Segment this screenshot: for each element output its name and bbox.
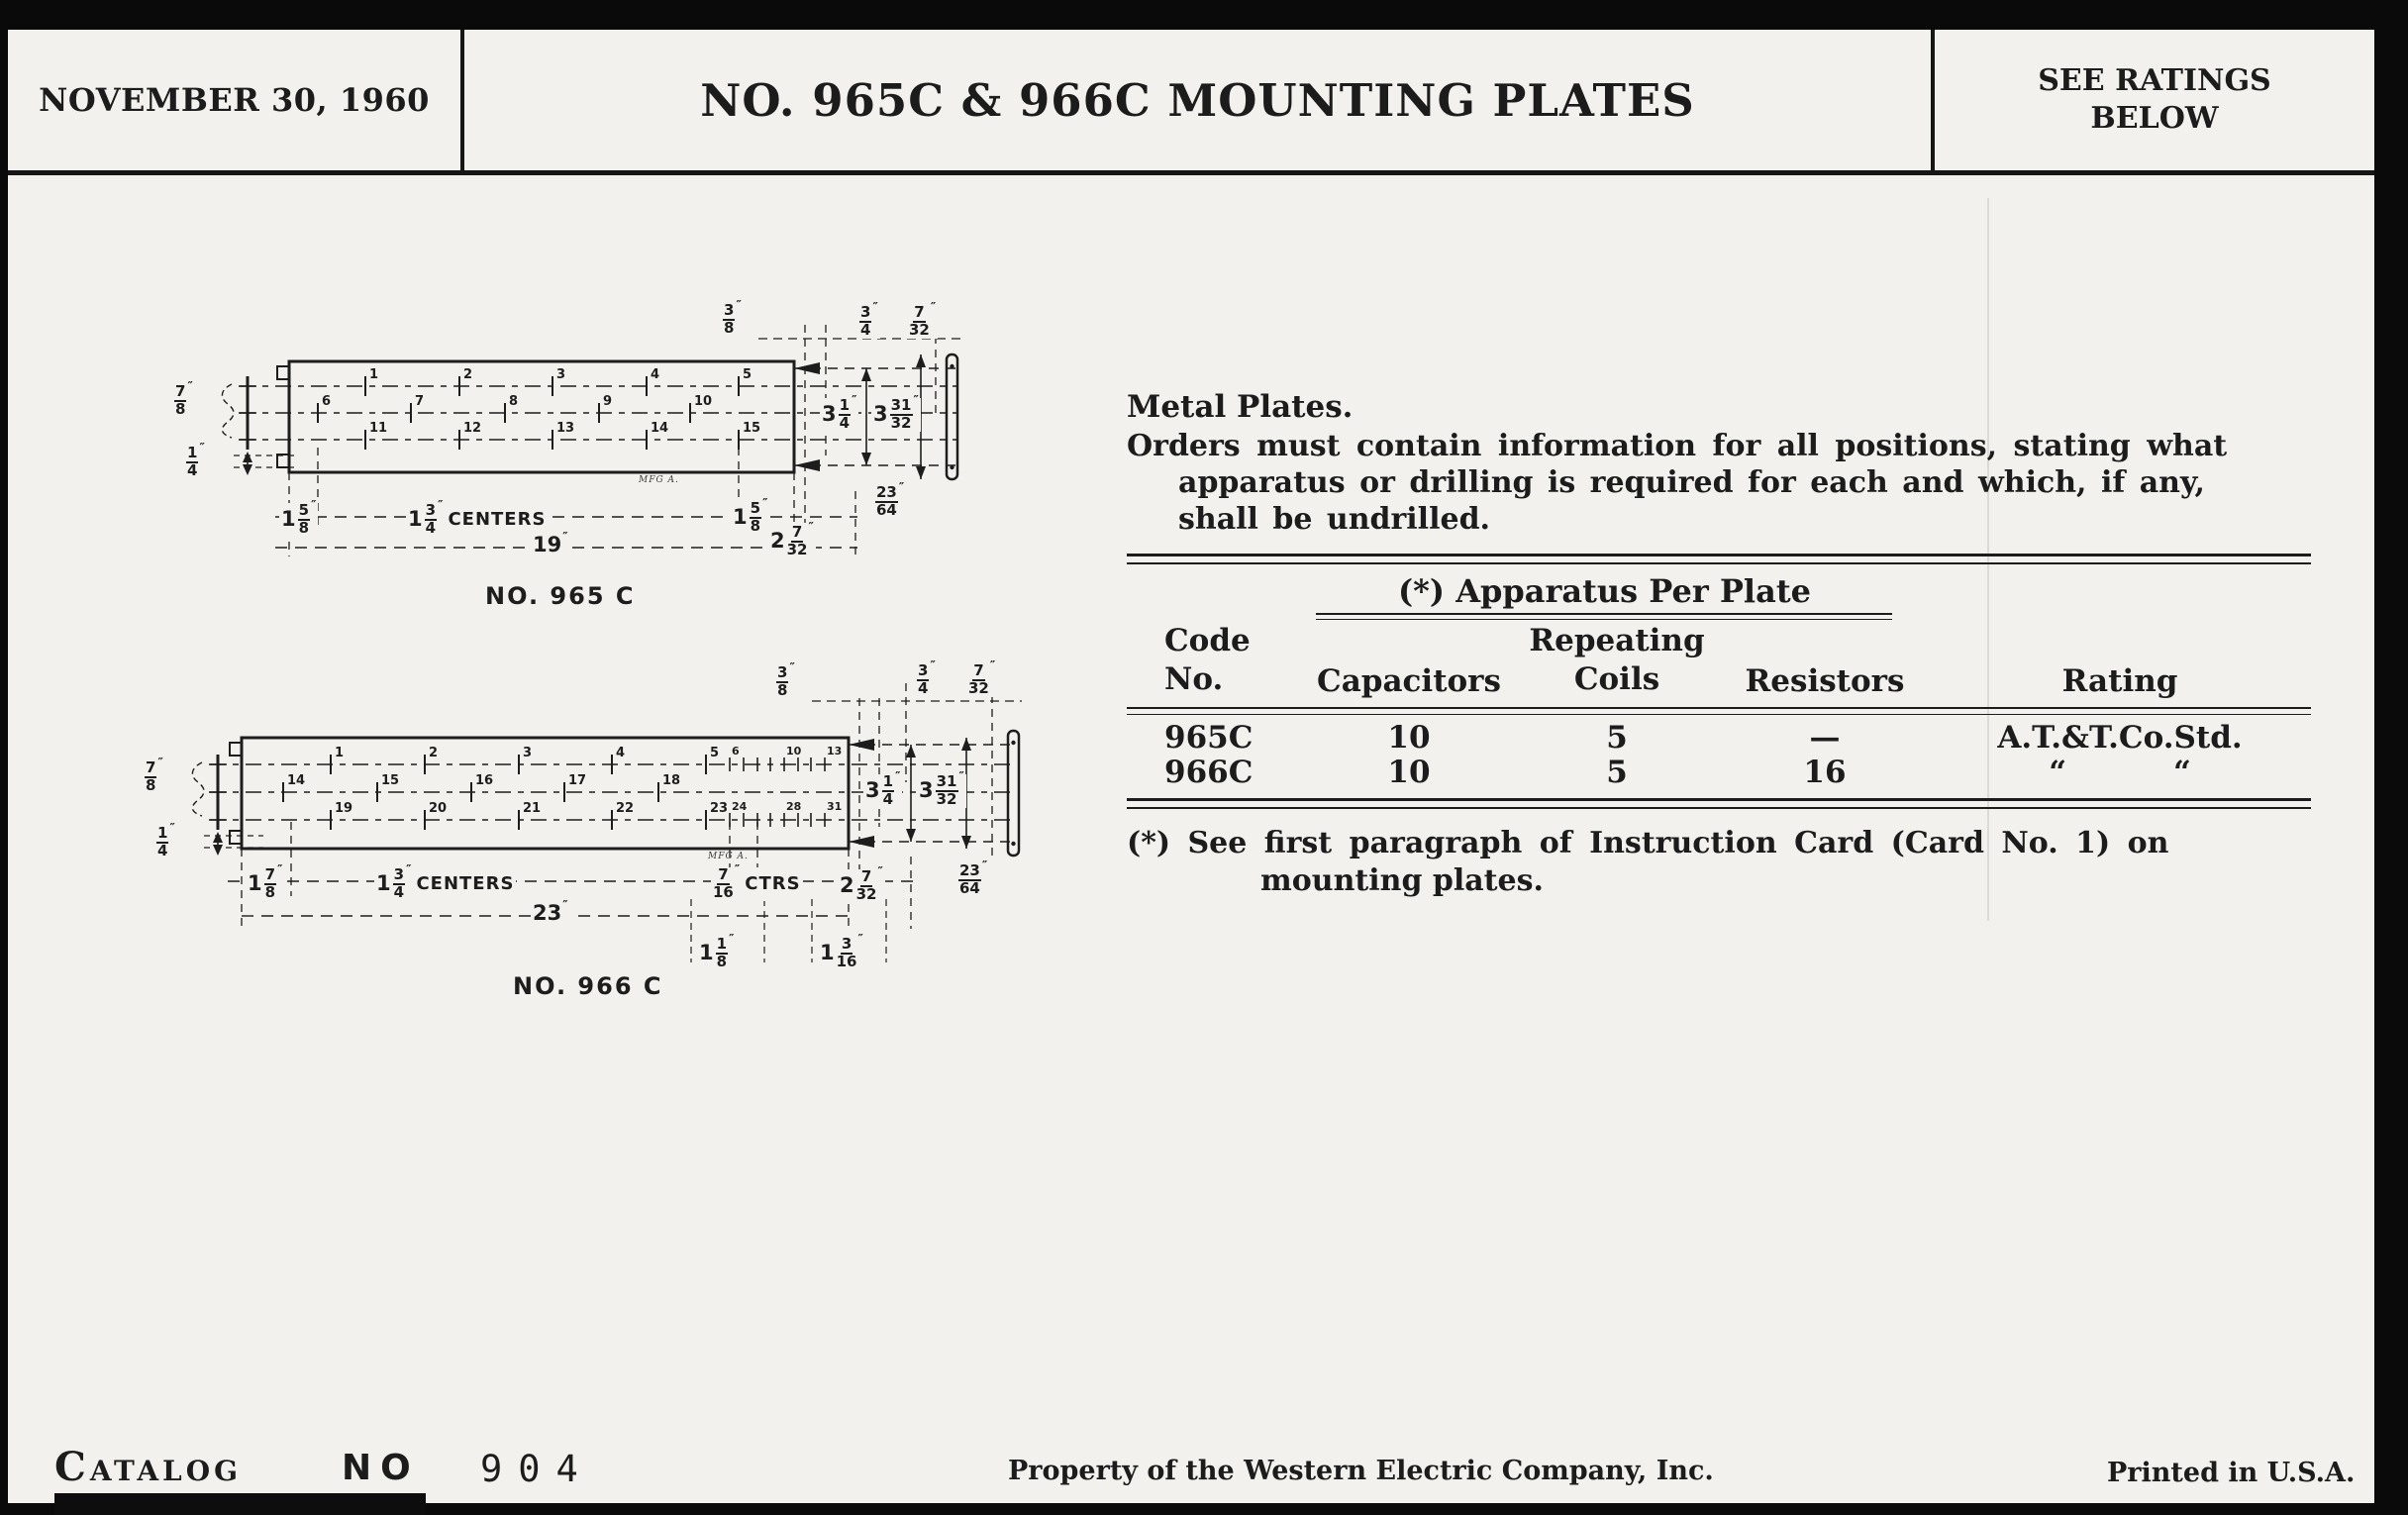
position-number: 15 <box>743 421 761 436</box>
orders-note-line3: shall be undrilled. <box>1178 502 1490 537</box>
dim-label: 1 $\frac{3}{16}$ ″ <box>820 932 863 970</box>
table-rule-bottom <box>1127 798 2311 809</box>
catalog-label: Catalog <box>54 1444 243 1490</box>
table-rule-mid <box>1127 707 2311 715</box>
mfg-stamp: MFG A. <box>639 475 679 485</box>
position-number: 11 <box>369 421 388 436</box>
ratings-note-line1: SEE RATINGS <box>2038 63 2271 98</box>
dim-label: 1 $\frac{5}{8}$ ″ <box>281 498 317 537</box>
metal-plates-heading: Metal Plates. <box>1127 389 1354 425</box>
table-header-row <box>1127 622 2311 707</box>
position-number: 3 <box>523 746 533 760</box>
dim-label: 3 $\frac{1}{4}$ ″ <box>822 393 857 432</box>
position-number: 10 <box>694 394 713 409</box>
footnote-line2: mounting plates. <box>1260 863 1544 898</box>
dim-label: 1 $\frac{1}{8}$ ″ <box>699 932 735 970</box>
column-header-capacitors: Capacitors <box>1317 663 1501 699</box>
printed-note: Printed in U.S.A. <box>2107 1458 2356 1488</box>
position-number: 8 <box>509 394 519 409</box>
dim-label: 1 $\frac{3}{4}$ ″ CENTERS <box>376 862 515 901</box>
position-number: 18 <box>662 773 681 788</box>
position-number: 6 <box>732 745 740 758</box>
drawing-966c <box>119 654 1124 1060</box>
header-date: NOVEMBER 30, 1960 <box>39 81 430 119</box>
dim-label: 23 ″ <box>533 898 568 925</box>
position-number: 13 <box>556 421 575 436</box>
coils-cell: 5 <box>1606 755 1628 790</box>
position-number: 4 <box>651 367 660 382</box>
code-cell: 966C <box>1164 755 1254 790</box>
table-group-underline <box>1316 613 1892 620</box>
position-number: 31 <box>827 800 843 813</box>
dim-label: $\frac{7}{16}$ ″ CTRS <box>713 862 801 901</box>
text-column <box>1127 386 2311 900</box>
table-row <box>1127 721 2311 756</box>
dim-label: 2 $\frac{7}{32}$ ″ <box>840 864 883 903</box>
scan-artifact <box>1987 198 1989 921</box>
code-cell: 965C <box>1164 720 1254 756</box>
catalog-number: 904 <box>480 1448 594 1490</box>
dim-label: 3 $\frac{31}{32}$ ″ <box>919 769 964 808</box>
coils-cell: 5 <box>1606 720 1628 756</box>
dim-label: 1 $\frac{3}{4}$ ″ CENTERS <box>408 498 547 537</box>
catalog-no-label: NO <box>342 1448 420 1488</box>
position-number: 5 <box>710 746 720 760</box>
ratings-note-line2: BELOW <box>2090 101 2219 136</box>
position-number: 20 <box>429 801 448 816</box>
position-number: 17 <box>568 773 587 788</box>
dim-label: $\frac{3}{8}$ ″ <box>721 303 744 337</box>
mfg-stamp: MFG A. <box>708 852 749 861</box>
position-number: 10 <box>786 745 802 758</box>
resistors-cell: 16 <box>1803 755 1847 790</box>
dim-label: 19 ″ <box>533 530 568 556</box>
position-number: 21 <box>523 801 542 816</box>
column-header-repeating-coils: Repeating Coils <box>1529 623 1705 697</box>
header-ratings-note <box>1935 30 2374 170</box>
position-number: 19 <box>335 801 353 816</box>
orders-note-line2: apparatus or drilling is required for each and which, if any, <box>1178 465 2205 500</box>
dim-label: 2 $\frac{7}{32}$ ″ <box>770 520 814 558</box>
orders-note-line1: Orders must contain information for all positions, stating what <box>1127 429 2228 463</box>
property-note: Property of the Western Electric Company, Inc. <box>1008 1456 1714 1486</box>
resistors-cell: — <box>1809 720 1841 756</box>
position-number: 28 <box>786 800 802 813</box>
catalog-card <box>8 30 2374 1503</box>
footnote-line1: (*) See first paragraph of Instruction Card (Card No. 1) on <box>1127 826 2169 860</box>
dim-label: $\frac{7}{32}$ ″ <box>909 300 937 339</box>
capacitors-cell: 10 <box>1387 720 1431 756</box>
dim-label: $\frac{23}{64}$ ″ <box>873 485 906 519</box>
dim-label: $\frac{23}{64}$ ″ <box>956 863 989 897</box>
dim-label: $\frac{3}{4}$ ″ <box>915 663 938 697</box>
rating-cell: A.T.&T.Co.Std. <box>1997 720 2243 756</box>
position-number: 2 <box>429 746 439 760</box>
position-number: 22 <box>616 801 635 816</box>
column-header-code: Code No. <box>1164 623 1251 697</box>
dim-label: $\frac{1}{4}$ ″ <box>154 826 177 859</box>
position-number: 6 <box>322 394 332 409</box>
dim-label: $\frac{3}{8}$ ″ <box>774 665 797 699</box>
page-title: NO. 965C & 966C MOUNTING PLATES <box>700 73 1695 127</box>
position-number: 15 <box>381 773 400 788</box>
dim-label: $\frac{7}{8}$ ″ <box>143 760 165 794</box>
position-number: 1 <box>335 746 345 760</box>
position-number: 1 <box>369 367 379 382</box>
column-header-rating: Rating <box>2061 663 2178 699</box>
position-number: 12 <box>463 421 482 436</box>
position-number: 13 <box>827 745 843 758</box>
position-number: 4 <box>616 746 626 760</box>
position-number: 9 <box>603 394 613 409</box>
capacitors-cell: 10 <box>1387 755 1431 790</box>
drawing-966c-label: NO. 966 C <box>513 972 663 1000</box>
drawing-965c-label: NO. 965 C <box>485 582 636 610</box>
position-number: 14 <box>651 421 669 436</box>
position-number: 3 <box>556 367 566 382</box>
dim-label: 1 $\frac{5}{8}$ ″ <box>733 496 768 535</box>
table-body <box>1127 715 2311 798</box>
table-row <box>1127 756 2311 790</box>
dim-label: $\frac{7}{8}$ ″ <box>172 384 195 418</box>
position-number: 2 <box>463 367 473 382</box>
dim-label: $\frac{3}{4}$ ″ <box>857 305 880 339</box>
dim-label: $\frac{7}{32}$ ″ <box>968 658 996 697</box>
table-group-header: (*) Apparatus Per Plate <box>1398 572 1811 610</box>
card-header <box>8 30 2374 175</box>
drawing-965c <box>129 297 1050 644</box>
scan-edge-strip <box>54 1493 426 1515</box>
column-header-resistors: Resistors <box>1745 663 1905 699</box>
apparatus-table <box>1127 554 2311 809</box>
position-number: 5 <box>743 367 752 382</box>
dim-label: 3 $\frac{31}{32}$ ″ <box>873 393 919 432</box>
dim-label: 3 $\frac{1}{4}$ ″ <box>865 769 901 808</box>
position-number: 14 <box>287 773 306 788</box>
position-number: 7 <box>415 394 425 409</box>
position-number: 23 <box>710 801 729 816</box>
dim-label: 1 $\frac{7}{8}$ ″ <box>248 862 283 901</box>
table-rule-top <box>1127 554 2311 564</box>
dim-label: $\frac{1}{4}$ ″ <box>184 446 207 479</box>
position-number: 24 <box>732 800 748 813</box>
rating-cell: “ “ <box>2049 755 2191 790</box>
position-number: 16 <box>475 773 494 788</box>
